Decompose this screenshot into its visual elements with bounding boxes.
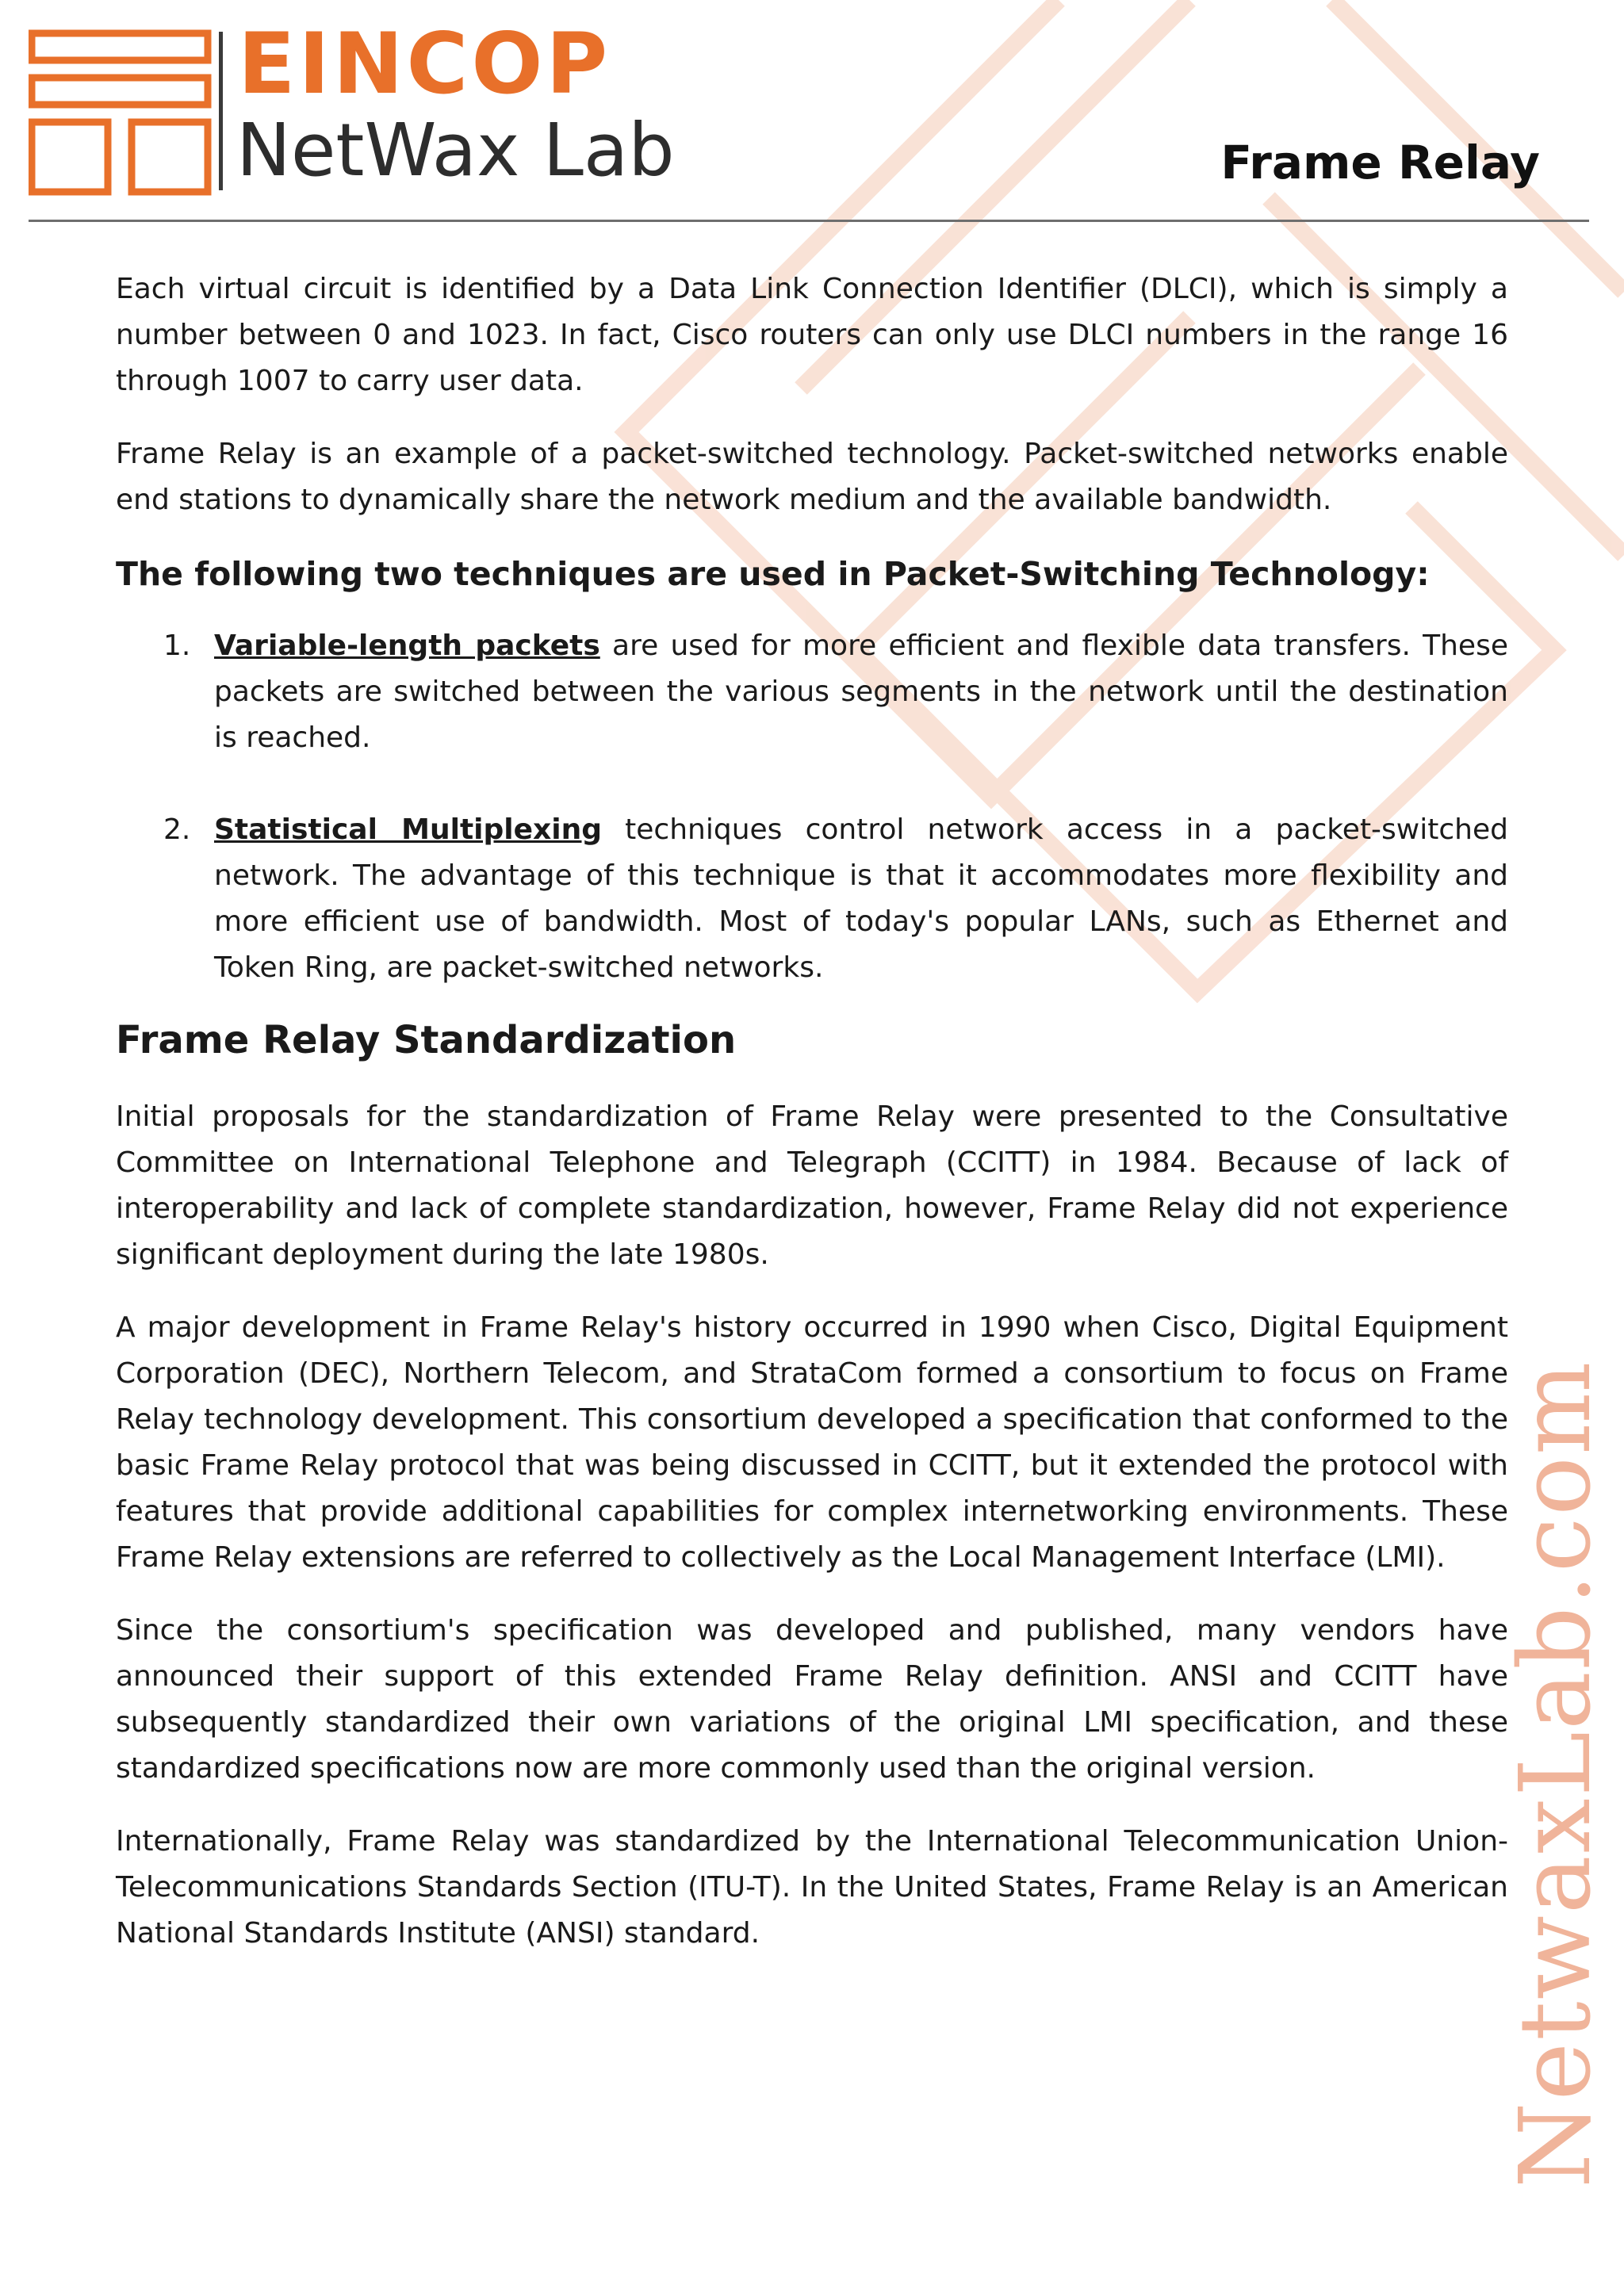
brand-name-eincop: EINCOP: [238, 15, 611, 113]
paragraph-consortium-spec: Since the consortium's specification was developed and published, many vendors have announced their support of this extended Frame Relay definition. ANSI and CCITT have subsequently standardized their own variations of the original LMI specification, and these standardized specifications now are more commonly used than the original version.: [116, 1614, 1508, 1785]
list-item-term: Variable-length packets: [214, 629, 600, 662]
logo-divider: [219, 32, 223, 190]
document-body: [116, 266, 1508, 1984]
paragraph-initial-proposals: Initial proposals for the standardization of Frame Relay were presented to the Consultative Committee on International Telephone and Telegraph (CCITT) in 1984. Because of lack of interoperability and lack of complete standardization, however, Frame Relay did not experience significant deployment during the late 1980s.: [116, 1100, 1508, 1271]
paragraph-major-development: A major development in Frame Relay's history occurred in 1990 when Cisco, Digital Equipment Corporation (DEC), Northern Telecom, and StrataCom formed a consortium to focus on Frame Relay technology development. This consortium developed a specification that conformed to the basic Frame Relay protocol that was being discussed in CCITT, but it extended the protocol with features that provide additional capabilities for complex internetworking environments. These Frame Relay extensions are referred to collectively as the Local Management Interface (LMI).: [116, 1311, 1508, 1574]
paragraph-packet-switched: Frame Relay is an example of a packet-switched technology. Packet-switched networks enable end stations to dynamically share the network medium and the available bandwidth.: [116, 438, 1508, 516]
techniques-list: [116, 623, 1508, 991]
paragraph-international: Internationally, Frame Relay was standardized by the International Telecommunication Union-Telecommunications Standards Section (ITU-T). In the United States, Frame Relay is an American National Standards Institute (ANSI) standard.: [116, 1825, 1508, 1950]
standardization-heading: Frame Relay Standardization: [116, 1018, 737, 1062]
list-item: [116, 807, 1508, 991]
watermark-text: NetwaxLab.com: [1499, 1360, 1613, 2188]
techniques-heading: The following two techniques are used in Packet-Switching Technology:: [116, 555, 1430, 593]
page-header: [29, 15, 1589, 222]
page-title: Frame Relay: [1220, 136, 1540, 189]
list-item-text: techniques control network access in a packet-switched network. The advantage of this technique is that it accommodates more flexibility and more efficient use of bandwidth. Most of today's popular LANs, such as Ethernet and Token Ring, are packet-switched networks.: [214, 813, 1508, 984]
list-item-text: are used for more efficient and flexible data transfers. These packets are switched between the various segments in the network until the destination is reached.: [214, 629, 1508, 754]
list-item-term: Statistical Multiplexing: [214, 813, 602, 846]
paragraph-dlci: Each virtual circuit is identified by a Data Link Connection Identifier (DLCI), which is simply a number between 0 and 1023. In fact, Cisco routers can only use DLCI numbers in the range 16 through 1007 to carry user data.: [116, 273, 1508, 397]
eincop-logo-icon: [29, 29, 243, 198]
list-item: [116, 623, 1508, 761]
header-divider: [29, 220, 1589, 222]
list-item-number: 1.: [163, 629, 191, 662]
list-item-number: 2.: [163, 813, 191, 846]
brand-name-netwax-lab: NetWax Lab: [236, 108, 675, 193]
